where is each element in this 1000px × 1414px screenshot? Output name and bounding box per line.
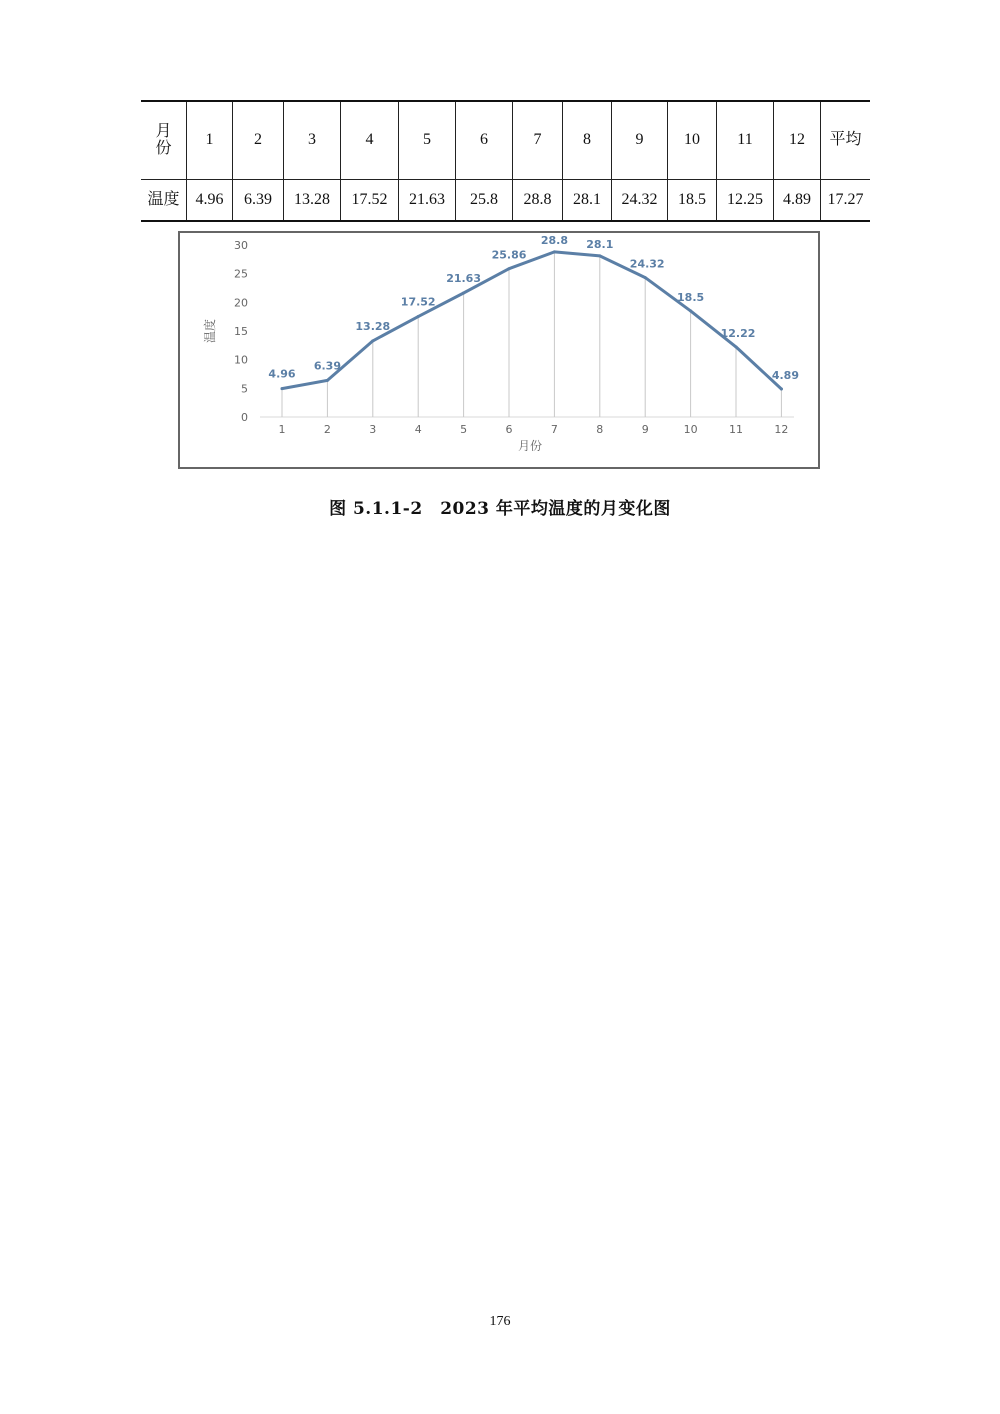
- y-tick-label: 10: [234, 353, 248, 367]
- line-chart-svg: [180, 233, 818, 467]
- x-tick-label: 6: [505, 423, 513, 436]
- y-tick-label: 15: [234, 325, 248, 338]
- month-cell-2: 2: [233, 101, 284, 180]
- data-label: 21.63: [446, 271, 481, 285]
- x-tick-label: 1: [278, 423, 286, 436]
- month-cell-1: 1: [187, 101, 233, 180]
- month-header-char-1: 月: [155, 122, 172, 140]
- x-tick-label: 3: [369, 423, 377, 436]
- month-cell-9: 9: [612, 101, 668, 180]
- temperature-row: [141, 180, 870, 221]
- data-point: [735, 345, 738, 348]
- y-tick-label: 30: [234, 239, 248, 252]
- x-tick-label: 8: [596, 423, 604, 436]
- x-tick-label: 10: [683, 423, 698, 436]
- page-number: 176: [489, 1314, 511, 1329]
- figure-caption: 图 5.1.1-2 2023 年平均温度的月变化图: [329, 499, 671, 519]
- x-tick-label: 11: [729, 423, 743, 436]
- x-tick-label: 12: [774, 423, 789, 436]
- temperature-cell-5: 21.63: [399, 180, 456, 221]
- temperature-cell-11: 12.25: [717, 180, 774, 221]
- data-point: [508, 267, 511, 270]
- x-tick-label: 7: [550, 423, 558, 436]
- x-tick-label: 2: [323, 423, 331, 436]
- data-point: [553, 250, 556, 253]
- data-label: 4.89: [771, 368, 799, 382]
- data-label: 17.52: [400, 295, 436, 309]
- temperature-cell-12: 4.89: [774, 180, 821, 221]
- data-label: 6.39: [313, 359, 341, 373]
- temperature-table: [141, 100, 870, 222]
- x-axis-label: 月份: [517, 439, 543, 453]
- temperature-cell-7: 28.8: [513, 180, 563, 221]
- data-label: 4.96: [268, 367, 296, 381]
- x-tick-label: 4: [414, 423, 422, 436]
- data-point: [417, 315, 420, 318]
- data-label: 18.5: [677, 290, 705, 304]
- month-cell-5: 5: [399, 101, 456, 180]
- temperature-cell-13: 17.27: [821, 180, 871, 221]
- temperature-chart: [178, 231, 820, 469]
- temperature-cell-3: 13.28: [284, 180, 341, 221]
- y-tick-label: 0: [241, 411, 248, 424]
- month-header-cell: [141, 101, 187, 180]
- temperature-cell-6: 25.8: [456, 180, 513, 221]
- data-point: [326, 379, 329, 382]
- data-label: 12.22: [720, 326, 756, 340]
- month-cell-6: 6: [456, 101, 513, 180]
- temperature-cell-4: 17.52: [341, 180, 399, 221]
- data-point: [462, 291, 465, 294]
- temperature-cell-2: 6.39: [233, 180, 284, 221]
- y-tick-label: 20: [234, 296, 248, 310]
- data-point: [644, 276, 647, 279]
- data-point: [780, 387, 783, 390]
- month-cell-8: 8: [563, 101, 612, 180]
- month-cell-3: 3: [284, 101, 341, 180]
- y-tick-label: 5: [241, 382, 248, 396]
- temperature-cell-1: 4.96: [187, 180, 233, 221]
- data-label: 25.86: [491, 248, 527, 262]
- temperature-cell-8: 28.1: [563, 180, 612, 221]
- data-point: [689, 309, 692, 312]
- temperature-cell-9: 24.32: [612, 180, 668, 221]
- y-axis-label: 温度: [203, 318, 217, 344]
- month-cell-4: 4: [341, 101, 399, 180]
- x-tick-label: 9: [641, 423, 649, 436]
- month-header-char-2: 份: [155, 139, 172, 157]
- month-cell-11: 11: [717, 101, 774, 180]
- month-cell-12: 12: [774, 101, 821, 180]
- month-cell-10: 10: [668, 101, 717, 180]
- data-point: [371, 339, 374, 342]
- temperature-header-cell: 温度: [141, 180, 187, 221]
- x-tick-label: 5: [460, 423, 468, 436]
- month-cell-13: 平均: [821, 101, 871, 180]
- data-label: 24.32: [629, 257, 665, 271]
- data-point: [281, 387, 284, 390]
- data-label: 28.1: [586, 237, 614, 251]
- temperature-cell-10: 18.5: [668, 180, 717, 221]
- month-row: [141, 101, 870, 180]
- y-tick-label: 25: [234, 267, 248, 281]
- month-cell-7: 7: [513, 101, 563, 180]
- data-point: [598, 254, 601, 257]
- data-label: 28.8: [540, 233, 568, 247]
- data-label: 13.28: [355, 319, 391, 333]
